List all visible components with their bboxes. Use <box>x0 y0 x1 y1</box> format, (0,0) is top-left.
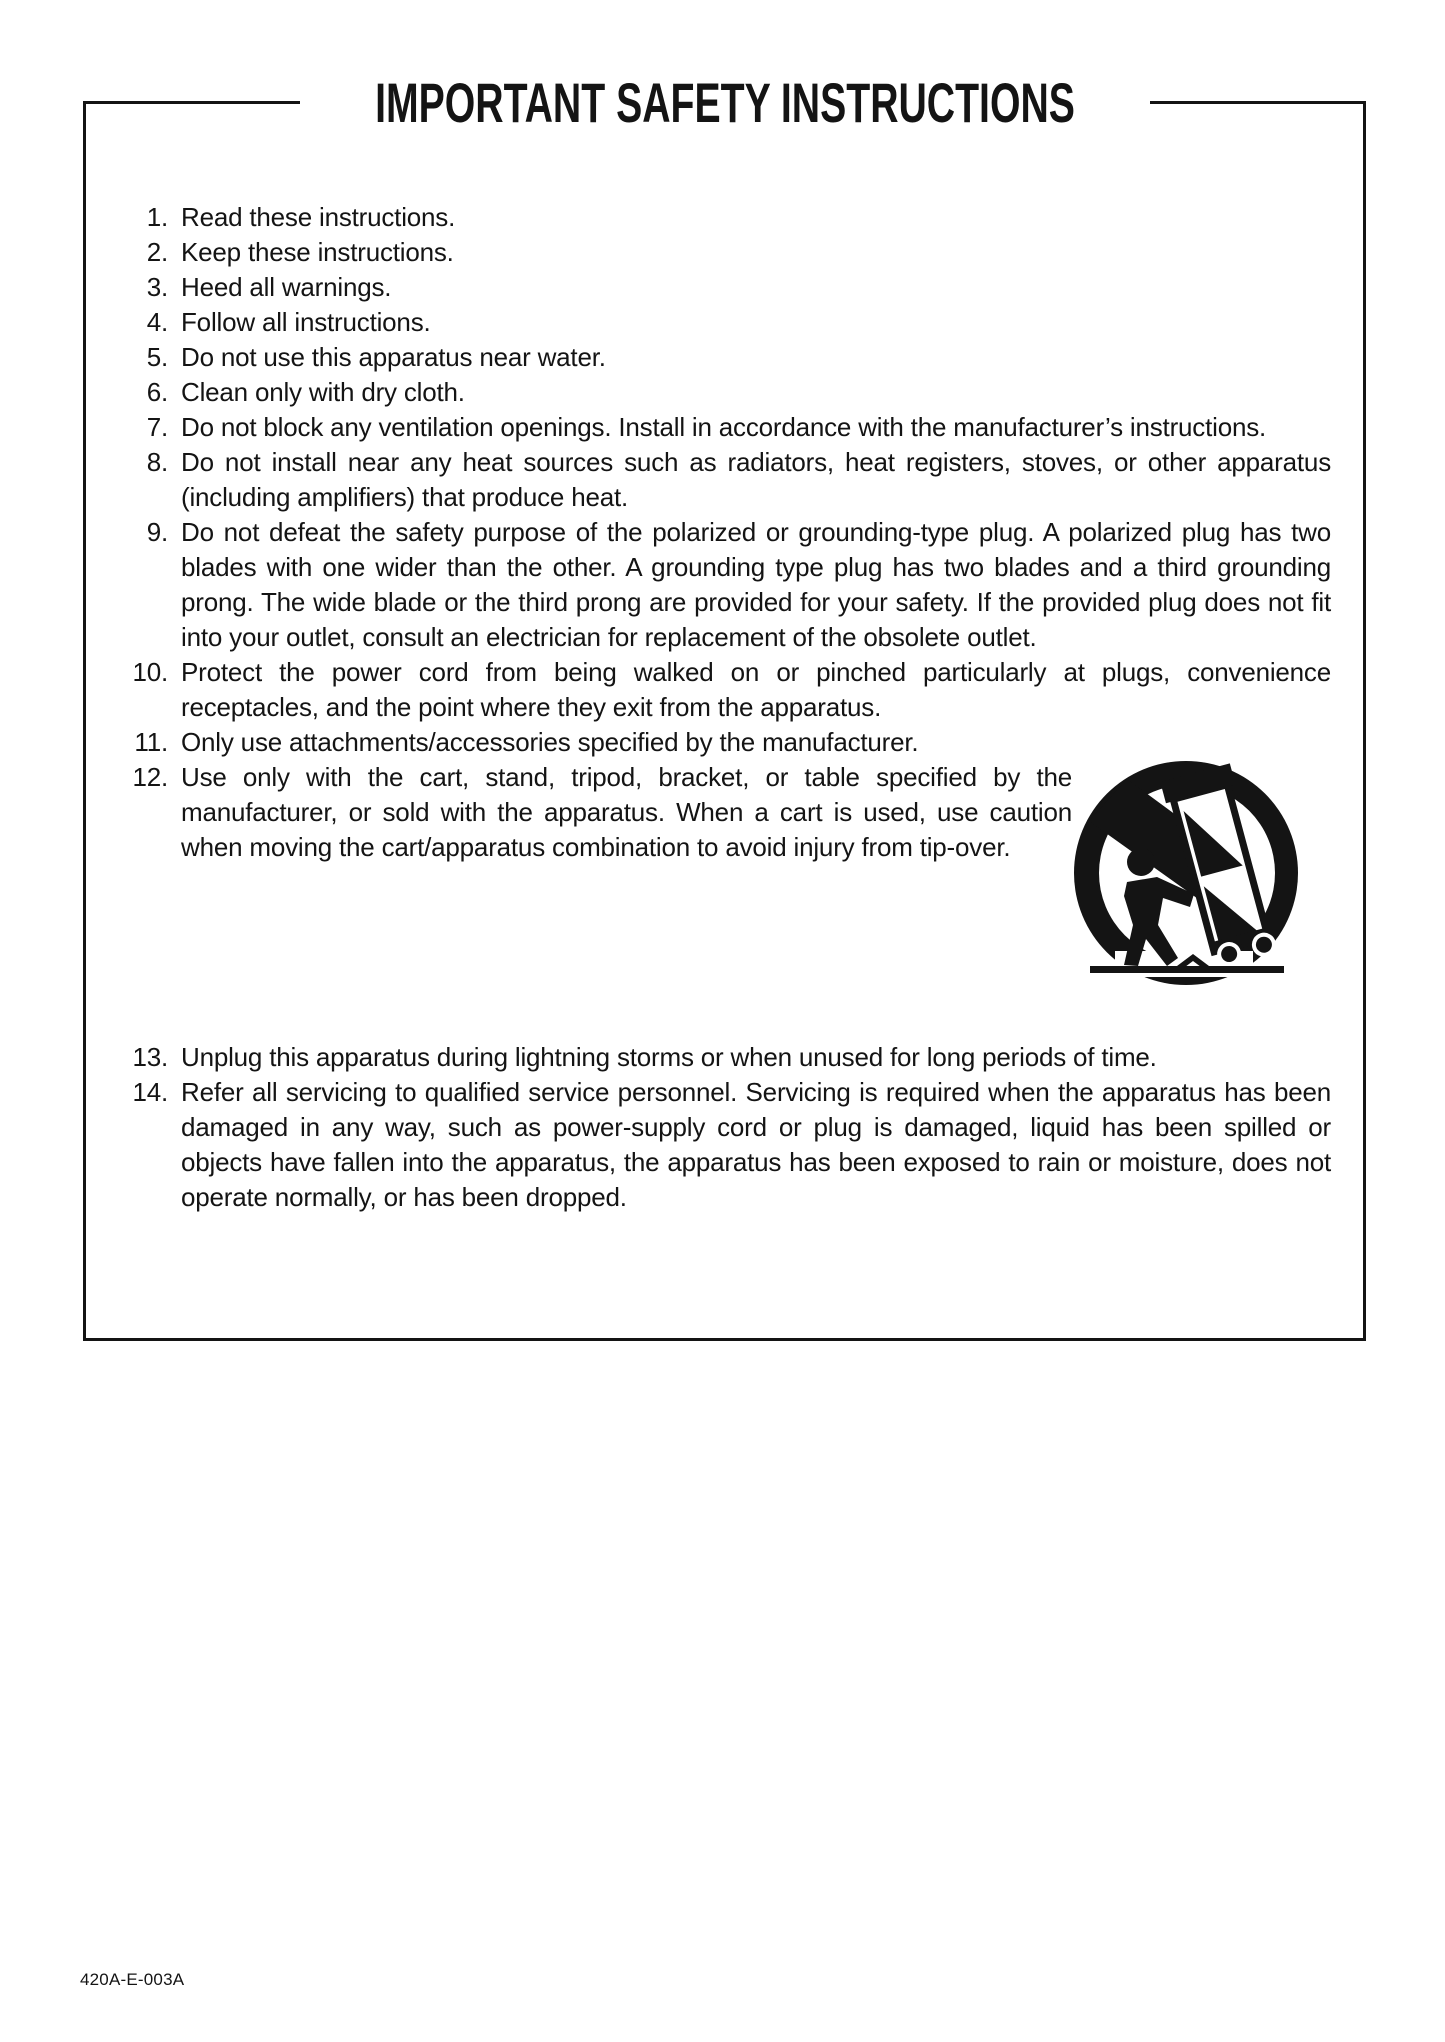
item-number: 1. <box>146 202 168 232</box>
item-number: 6. <box>146 377 168 407</box>
item-text: Clean only with dry cloth. <box>181 377 465 407</box>
item-text: Follow all instructions. <box>181 307 431 337</box>
list-item <box>89 200 1331 235</box>
cart-tip-over-warning-icon <box>1073 759 1301 991</box>
list-item <box>89 1040 1331 1075</box>
title-legend <box>300 71 1150 134</box>
item-number: 8. <box>146 447 168 477</box>
list-item-cart-warning <box>89 760 1331 1040</box>
item-text: Do not block any ventilation openings. Install in accordance with the manufacturer’s instructions. <box>181 412 1267 442</box>
list-item <box>89 655 1331 725</box>
list-item <box>89 235 1331 270</box>
list-item <box>89 375 1331 410</box>
item-number: 11. <box>134 727 168 757</box>
item-text: Unplug this apparatus during lightning storms or when unused for long periods of time. <box>181 1042 1157 1072</box>
item-number: 5. <box>146 342 168 372</box>
item-number: 2. <box>146 237 168 267</box>
list-item <box>89 445 1331 515</box>
item-number: 13. <box>132 1042 168 1072</box>
item-text: Read these instructions. <box>181 202 456 232</box>
item-number: 7. <box>146 412 168 442</box>
item-text: Keep these instructions. <box>181 237 454 267</box>
item-number: 9. <box>146 517 168 547</box>
item-text: Heed all warnings. <box>181 272 392 302</box>
item-text: Do not defeat the safety purpose of the polarized or grounding-type plug. A polarized plug has two blades with one wider than the other. A grounding type plug has two blades and a third grounding prong. The wide blade or the third prong are provided for your safety. If the provided plug does not fit into your outlet, consult an electrician for replacement of the obsolete outlet. <box>181 517 1331 652</box>
instruction-list <box>86 104 1363 1215</box>
list-item <box>89 305 1331 340</box>
item-number: 14. <box>132 1077 168 1107</box>
item-text: Do not use this apparatus near water. <box>181 342 606 372</box>
item-text: Protect the power cord from being walked on or pinched particularly at plugs, convenience receptacles, and the point where they exit from the apparatus. <box>181 657 1331 722</box>
item-text: Refer all servicing to qualified service personnel. Servicing is required when the apparatus has been damaged in any way, such as power-supply cord or plug is damaged, liquid has been spilled or objects have fallen into the apparatus, the apparatus has been exposed to rain or moisture, does not operate normally, or has been dropped. <box>181 1077 1331 1212</box>
item-text: Only use attachments/accessories specified by the manufacturer. <box>181 727 919 757</box>
page-title: IMPORTANT SAFETY INSTRUCTIONS <box>374 71 1075 134</box>
document-code: 420A-E-003A <box>80 1970 185 1989</box>
list-item <box>89 340 1331 375</box>
list-item <box>89 1075 1331 1215</box>
item-text: Do not install near any heat sources such as radiators, heat registers, stoves, or other apparatus (including amplifiers) that produce heat. <box>181 447 1331 512</box>
list-item <box>89 410 1331 445</box>
list-item <box>89 515 1331 655</box>
item-number: 3. <box>146 272 168 302</box>
list-item <box>89 725 1331 760</box>
item-number: 12. <box>132 762 168 792</box>
item-number: 10. <box>132 657 168 687</box>
item-number: 4. <box>146 307 168 337</box>
list-item <box>89 270 1331 305</box>
item-text: Use only with the cart, stand, tripod, bracket, or table specified by the manufacturer, or sold with the apparatus. When a cart is used, use caution when moving the cart/apparatus combination to avoid injury from tip-over. <box>181 762 1072 862</box>
safety-instructions-box <box>83 71 1366 1341</box>
